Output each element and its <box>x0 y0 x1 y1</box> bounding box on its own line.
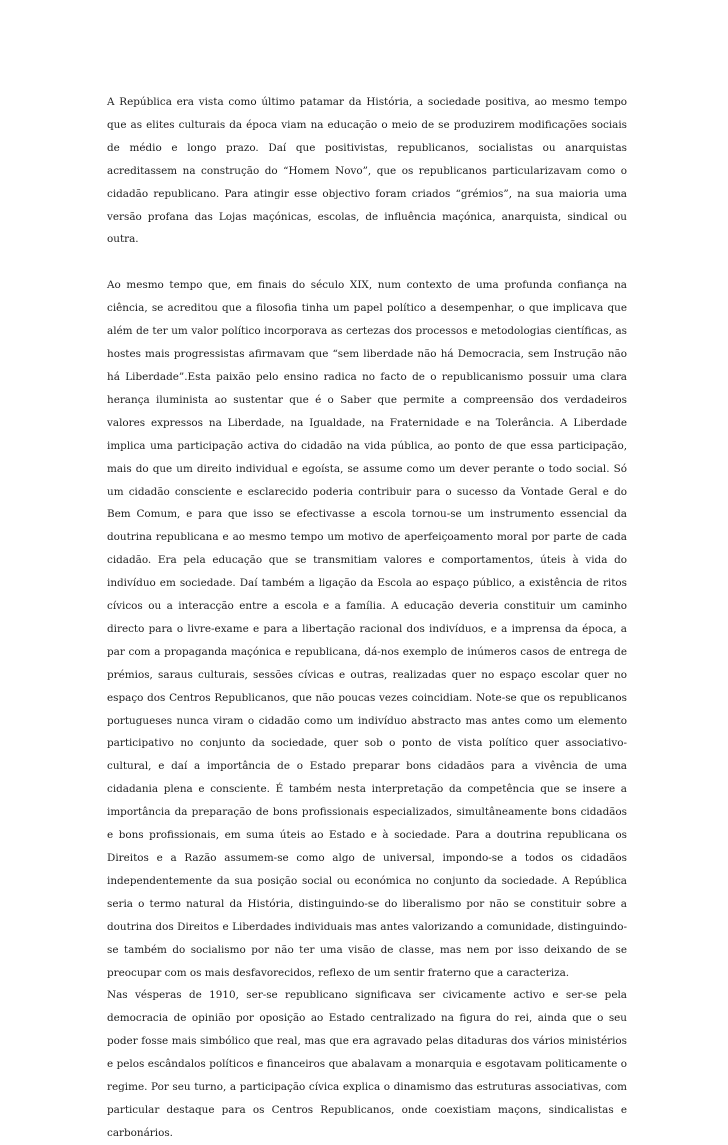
document-page <box>107 91 627 1145</box>
paragraph-spacer <box>107 251 627 274</box>
paragraph-2: Ao mesmo tempo que, em finais do século XIX, num contexto de uma profunda confiança na ciência, se acreditou que a filosofia tinha um papel político a desempenhar, o que implicava que além de ter um valor político incorporava as certezas dos processos e metodologias científicas, as hostes mais progressistas afirmavam que “sem liberdade não há Democracia, sem Instrução não há Liberdade”.Esta paixão pelo ensino radica no facto de o republicanismo possuir uma clara herança iluminista ao sustentar que é o Saber que permite a compreensão dos verdadeiros valores expressos na Liberdade, na Igualdade, na Fraternidade e na Tolerância. A Liberdade implica uma participação activa do cidadão na vida pública, ao ponto de que essa participação, mais do que um direito individual e egoísta, se assume como um dever perante o todo social. Só um cidadão consciente e esclarecido poderia contribuir para o sucesso da Vontade Geral e do Bem Comum, e para que isso se efectivasse a escola tornou-se um instrumento essencial da doutrina republicana e ao mesmo tempo um motivo de aperfeiçoamento moral por parte de cada cidadão. Era pela educação que se transmitiam valores e comportamentos, úteis à vida do indivíduo em sociedade. Daí também a ligação da Escola ao espaço público, a existência de ritos cívicos ou a interacção entre a escola e a família. A educação deveria constituir um caminho directo para o livre-exame e para a libertação racional dos indivíduos, e a imprensa da época, a par com a propaganda maçónica e republicana, dá-nos exemplo de inúmeros casos de entrega de prémios, saraus culturais, sessões cívicas e outras, realizadas quer no espaço escolar quer no espaço dos Centros Republicanos, que não poucas vezes coincidiam. Note-se que os republicanos portugueses nunca viram o cidadão como um indivíduo abstracto mas antes como um elemento participativo no conjunto da sociedade, quer sob o ponto de vista político quer associativo-cultural, e daí a importância de o Estado preparar bons cidadãos para a vivência de uma cidadania plena e consciente. É também nesta interpretação da competência que se insere a importância da preparação de bons profissionais especializados, simultâneamente bons cidadãos e bons profissionais, em suma úteis ao Estado e à sociedade. Para a doutrina republicana os Direitos e a Razão assumem-se como algo de universal, impondo-se a todos os cidadãos independentemente da sua posição social ou económica no conjunto da sociedade. A República seria o termo natural da História, distinguindo-se do liberalismo por não se constituir sobre a doutrina dos Direitos e Liberdades individuais mas antes valorizando a comunidade, distinguindo-se também do socialismo por não ter uma visão de classe, mas nem por isso deixando de se preocupar com os mais desfavorecidos, reflexo de um sentir fraterno que a caracteriza. <box>107 279 627 979</box>
paragraph-3: Nas vésperas de 1910, ser-se republicano significava ser civicamente activo e ser-se pela democracia de opinião por oposição ao Estado centralizado na figura do rei, ainda que o seu poder fosse mais simbólico que real, mas que era agravado pelas ditaduras dos vários ministérios e pelos escândalos políticos e financeiros que abalavam a monarquia e esgotavam politicamente o regime. Por seu turno, a participação cívica explica o dinamismo das estruturas associativas, com particular destaque para os Centros Republicanos, onde coexistiam maçons, sindicalistas e carbonários. <box>107 989 627 1139</box>
paragraph-1: A República era vista como último patamar da História, a sociedade positiva, ao mesmo tempo que as elites culturais da época viam na educação o meio de se produzirem modificações sociais de médio e longo prazo. Daí que positivistas, republicanos, socialistas ou anarquistas acreditassem na construção do “Homem Novo”, que os republicanos particularizavam como o cidadão republicano. Para atingir esse objectivo foram criados “grémios”, na sua maioria uma versão profana das Lojas maçónicas, escolas, de influência maçónica, anarquista, sindical ou outra. <box>107 96 627 246</box>
